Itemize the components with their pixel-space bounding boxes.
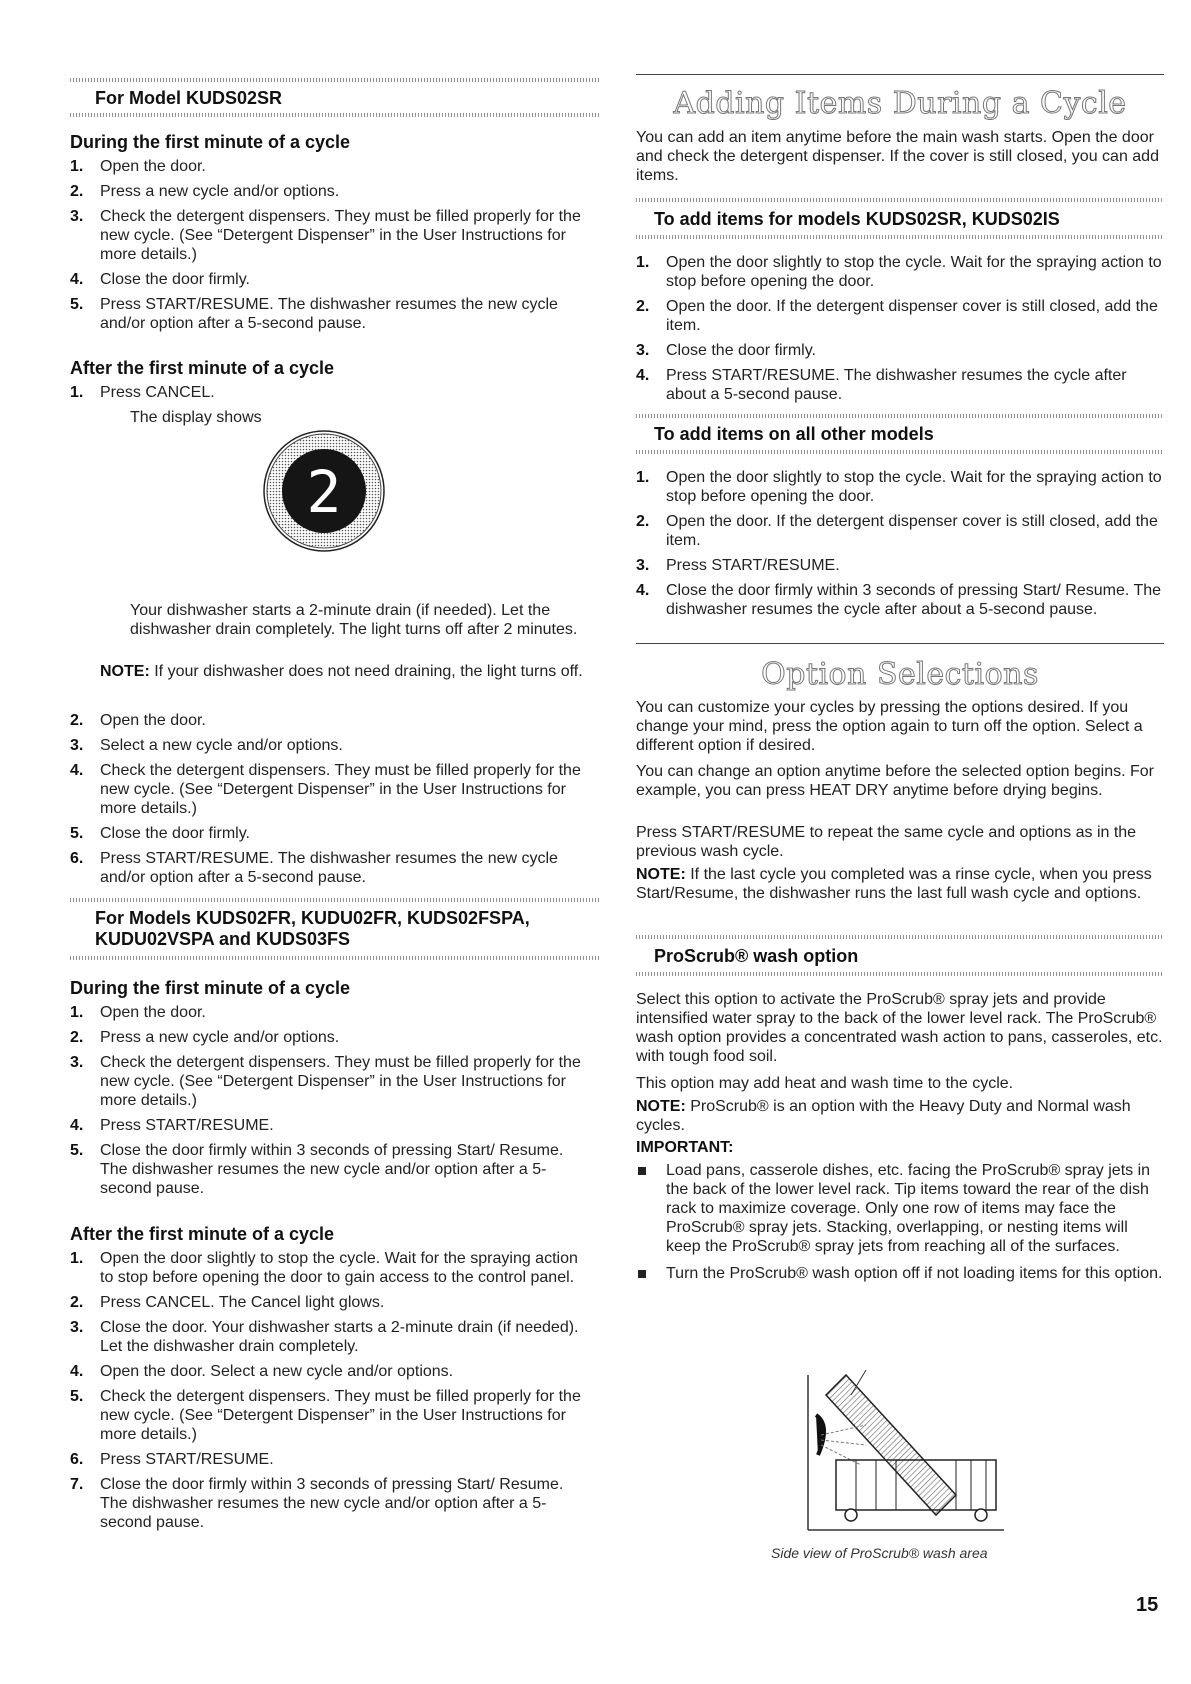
model2-during-heading: During the first minute of a cycle: [70, 978, 351, 998]
list-item: 2. Open the door. If the detergent dispenser cover is still closed, add the item.: [636, 298, 1158, 334]
divider: [70, 956, 600, 960]
list-item: 7. Close the door firmly within 3 seconds of pressing Start/ Resume. The dishwasher resumes the new cycle and/or option after a 5-second pause.: [70, 1476, 564, 1531]
model1-after-step1: [70, 383, 590, 408]
options-p3: Press START/RESUME to repeat the same cycle and options as in the previous wash cycle.: [636, 824, 1137, 860]
list-item: 2. Press CANCEL. The Cancel light glows.: [70, 1294, 385, 1311]
adding-intro: You can add an item anytime before the main wash starts. Open the door and check the detergent dispenser. If the cover is still closed, you can add items.: [636, 129, 1159, 184]
important-label: IMPORTANT:: [636, 1139, 734, 1156]
divider: [636, 972, 1164, 976]
note-text: If the last cycle you completed was a rinse cycle, when you press Start/Resume, the dishwasher runs the last full wash cycle and options.: [636, 866, 1152, 902]
list-item: 2. Press a new cycle and/or options.: [70, 183, 340, 200]
page-number: 15: [1136, 1594, 1159, 1616]
model1-during-steps: [70, 157, 590, 339]
note-label: NOTE:: [636, 1098, 686, 1115]
list-item: 6. Press START/RESUME.: [70, 1451, 274, 1468]
list-item: 5. Close the door firmly within 3 seconds of pressing Start/ Resume. The dishwasher resumes the new cycle and/or option after a 5-second pause.: [70, 1142, 564, 1197]
options-p1: You can customize your cycles by pressing the options desired. If you change your mind, press the option again to turn off the option. Select a different option if desired.: [636, 699, 1143, 754]
list-item: 1. Press CANCEL.: [70, 384, 215, 401]
dish-rack-graphic: [806, 1365, 1006, 1535]
list-item: 3. Close the door. Your dishwasher starts a 2-minute drain (if needed). Let the dishwasher drain completely.: [70, 1319, 579, 1355]
list-item: 4. Close the door firmly within 3 seconds of pressing Start/ Resume. The dishwasher resumes the cycle after about a 5-second pause.: [636, 582, 1162, 618]
model2-after-heading: After the first minute of a cycle: [70, 1224, 335, 1244]
proscrub-illustration: [806, 1365, 1006, 1535]
illustration-caption: Side view of ProScrub® wash area: [771, 1545, 988, 1561]
options-p2: You can change an option anytime before the selected option begins. For example, you can press HEAT DRY anytime before drying begins.: [636, 763, 1154, 799]
proscrub-p2: This option may add heat and wash time to the cycle.: [636, 1075, 1014, 1092]
adding-sub2-steps: [636, 468, 1164, 625]
divider: [636, 935, 1164, 939]
list-item: 4. Press START/RESUME. The dishwasher resumes the cycle after about a 5-second pause.: [636, 367, 1127, 403]
list-item: 3. Check the detergent dispensers. They must be filled properly for the new cycle. (See “Detergent Dispenser” in the User Instructions for more details.): [70, 208, 581, 263]
adding-sub1-steps: [636, 253, 1164, 410]
list-item: Load pans, casserole dishes, etc. facing the ProScrub® spray jets in the back of the lower level rack. Tip items toward the rear of the dish rack to maximize coverage. Only one row of items may face the ProScrub® spray jets. Stacking, overlapping, or nesting items will keep the ProScrub® spray jets from reaching all of the surfaces.: [636, 1161, 1164, 1256]
list-item: 3. Close the door firmly.: [636, 342, 816, 359]
list-item: 2. Press a new cycle and/or options.: [70, 1029, 340, 1046]
model2-during-steps: [70, 1003, 590, 1204]
list-item: 1. Open the door slightly to stop the cycle. Wait for the spraying action to stop before opening the door.: [636, 469, 1162, 505]
proscrub-bullets: [636, 1161, 1164, 1291]
list-item: 1. Open the door slightly to stop the cycle. Wait for the spraying action to stop before opening the door.: [636, 254, 1162, 290]
note-draining: [100, 662, 600, 681]
list-item: 3. Select a new cycle and/or options.: [70, 737, 343, 754]
model2-after-steps: [70, 1249, 590, 1538]
list-item: 2. Open the door. If the detergent dispenser cover is still closed, add the item.: [636, 513, 1158, 549]
list-item: 1. Open the door slightly to stop the cycle. Wait for the spraying action to stop before opening the door to gain access to the control panel.: [70, 1250, 578, 1286]
proscrub-note: [636, 1097, 1164, 1135]
list-item: Turn the ProScrub® wash option off if not loading items for this option.: [636, 1264, 1164, 1283]
model1-after-steps: [70, 711, 590, 893]
proscrub-heading: ProScrub® wash option: [654, 946, 859, 966]
display-shows-text: The display shows: [130, 409, 262, 426]
divider: [636, 235, 1164, 239]
proscrub-p1: Select this option to activate the ProScrub® spray jets and provide intensified water spray to the back of the lower level rack. The ProScrub® wash option provides a concentrated wash action to pans, casseroles, etc. with tough food soil.: [636, 991, 1163, 1065]
options-title: Option Selections: [761, 657, 1039, 692]
note-label: NOTE:: [636, 866, 686, 883]
divider: [636, 198, 1164, 202]
divider: [70, 78, 600, 82]
list-item: 4. Open the door. Select a new cycle and/or options.: [70, 1363, 454, 1380]
list-item: 1. Open the door.: [70, 1004, 206, 1021]
divider: [70, 898, 600, 902]
note-text: ProScrub® is an option with the Heavy Duty and Normal wash cycles.: [636, 1098, 1131, 1134]
adding-sub2-heading: To add items on all other models: [654, 424, 934, 444]
note-text: If your dishwasher does not need draining, the light turns off.: [149, 663, 583, 680]
model1-title: For Model KUDS02SR: [95, 88, 283, 108]
drain-text: Your dishwasher starts a 2-minute drain (if needed). Let the dishwasher drain completely. The light turns off after 2 minutes.: [130, 602, 578, 638]
model2-title: For Models KUDS02FR, KUDU02FR, KUDS02FSPA, KUDU02VSPA and KUDS03FS: [95, 908, 530, 949]
divider: [636, 450, 1164, 454]
adding-sub1-heading: To add items for models KUDS02SR, KUDS02IS: [654, 209, 1060, 229]
list-item: 2. Open the door.: [70, 712, 206, 729]
list-item: 4. Close the door firmly.: [70, 271, 250, 288]
list-item: 5. Check the detergent dispensers. They must be filled properly for the new cycle. (See “Detergent Dispenser” in the User Instructions for more details.): [70, 1388, 581, 1443]
section-rule: [636, 74, 1164, 75]
list-item: 5. Press START/RESUME. The dishwasher resumes the new cycle and/or option after a 5-second pause.: [70, 296, 558, 332]
note-label: NOTE:: [100, 663, 150, 680]
divider: [70, 113, 600, 117]
display-digit: 2: [306, 458, 342, 526]
options-note: [636, 865, 1164, 903]
list-item: 1. Open the door.: [70, 158, 206, 175]
model1-after-heading: After the first minute of a cycle: [70, 358, 335, 378]
list-item: 4. Check the detergent dispensers. They must be filled properly for the new cycle. (See “Detergent Dispenser” in the User Instructions for more details.): [70, 762, 581, 817]
display-illustration: [263, 430, 385, 552]
model1-during-heading: During the first minute of a cycle: [70, 132, 351, 152]
section-rule: [636, 643, 1164, 644]
list-item: 6. Press START/RESUME. The dishwasher resumes the new cycle and/or option after a 5-second pause.: [70, 850, 558, 886]
list-item: 3. Press START/RESUME.: [636, 557, 840, 574]
list-item: 4. Press START/RESUME.: [70, 1117, 274, 1134]
adding-title: Adding Items During a Cycle: [673, 86, 1127, 121]
display-graphic: [263, 430, 385, 552]
divider: [636, 414, 1164, 418]
list-item: 3. Check the detergent dispensers. They must be filled properly for the new cycle. (See “Detergent Dispenser” in the User Instructions for more details.): [70, 1054, 581, 1109]
list-item: 5. Close the door firmly.: [70, 825, 250, 842]
